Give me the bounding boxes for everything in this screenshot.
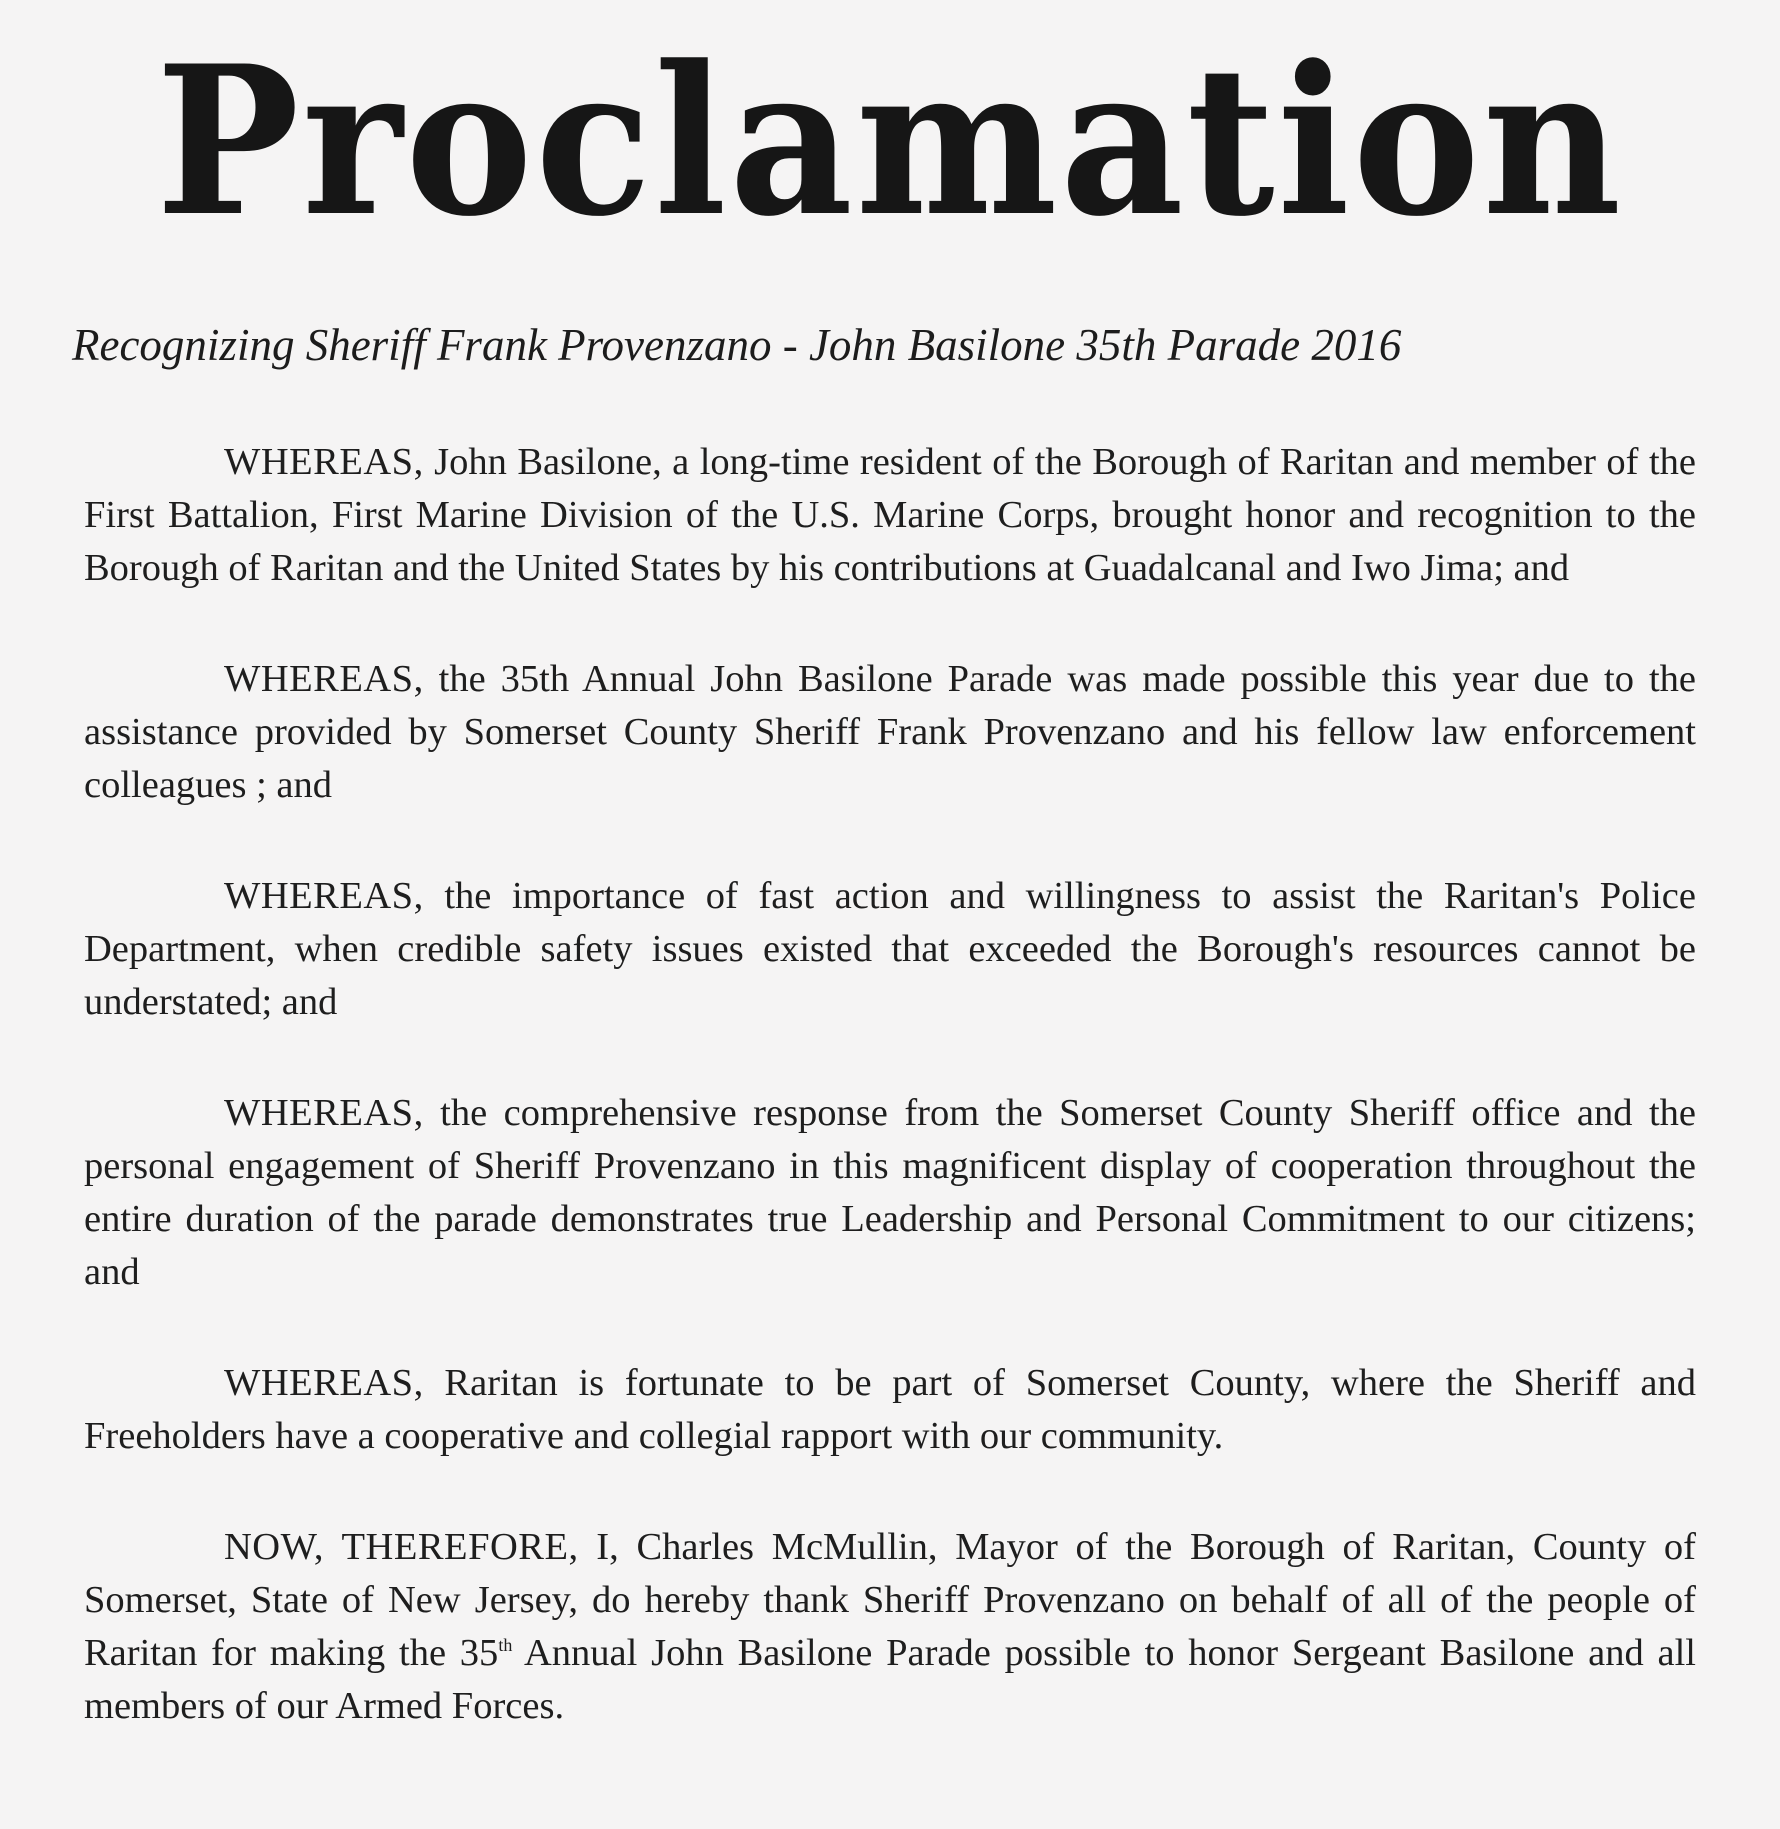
paragraph-text-before: I, Charles McMullin, Mayor of the Borough of Raritan, County of Somerset, State of New Jersey, do hereby thank Sheriff Provenzano on behalf of all of the people of Raritan for making the 35 — [84, 1526, 1696, 1674]
paragraph-text-after: Annual John Basilone Parade possible to honor Sergeant Basilone and all members of our Armed Forces. — [84, 1632, 1696, 1727]
proclamation-body — [84, 436, 1696, 1733]
whereas-paragraph-4 — [84, 1087, 1696, 1299]
paragraph-lead: WHEREAS, — [224, 658, 424, 700]
whereas-paragraph-5 — [84, 1357, 1696, 1463]
whereas-paragraph-1 — [84, 436, 1696, 595]
whereas-paragraph-2 — [84, 653, 1696, 812]
now-therefore-paragraph — [84, 1521, 1696, 1733]
document-subtitle: Recognizing Sheriff Frank Provenzano - John Basilone 35th Parade 2016 — [72, 320, 1402, 370]
ordinal-suffix: th — [498, 1635, 513, 1656]
paragraph-text: the importance of fast action and willingness to assist the Raritan's Police Department, when credible safety issues existed that exceeded the Borough's resources cannot be understated; and — [84, 875, 1696, 1023]
paragraph-text: Raritan is fortunate to be part of Somerset County, where the Sheriff and Freeholders have a cooperative and collegial rapport with our community. — [84, 1362, 1696, 1457]
paragraph-lead: WHEREAS, — [224, 875, 424, 917]
paragraph-lead: WHEREAS, — [224, 1092, 424, 1134]
paragraph-text: John Basilone, a long-time resident of the Borough of Raritan and member of the First Battalion, First Marine Division of the U.S. Marine Corps, brought honor and recognition to the Borough of Raritan and the United States by his contributions at Guadalcanal and Iwo Jima; and — [84, 441, 1696, 589]
paragraph-lead: WHEREAS, — [224, 441, 424, 483]
paragraph-lead: WHEREAS, — [224, 1362, 424, 1404]
document-title: Proclamation — [155, 22, 1625, 262]
whereas-paragraph-3 — [84, 870, 1696, 1029]
paragraph-text: the comprehensive response from the Somerset County Sheriff office and the personal engagement of Sheriff Provenzano in this magnificent display of cooperation throughout the entire duration of the parade demonstrates true Leadership and Personal Commitment to our citizens; and — [84, 1092, 1696, 1293]
paragraph-lead: NOW, THEREFORE, — [224, 1526, 579, 1568]
paragraph-text: the 35th Annual John Basilone Parade was made possible this year due to the assistance provided by Somerset County Sheriff Frank Provenzano and his fellow law enforcement colleagues ; and — [84, 658, 1696, 806]
